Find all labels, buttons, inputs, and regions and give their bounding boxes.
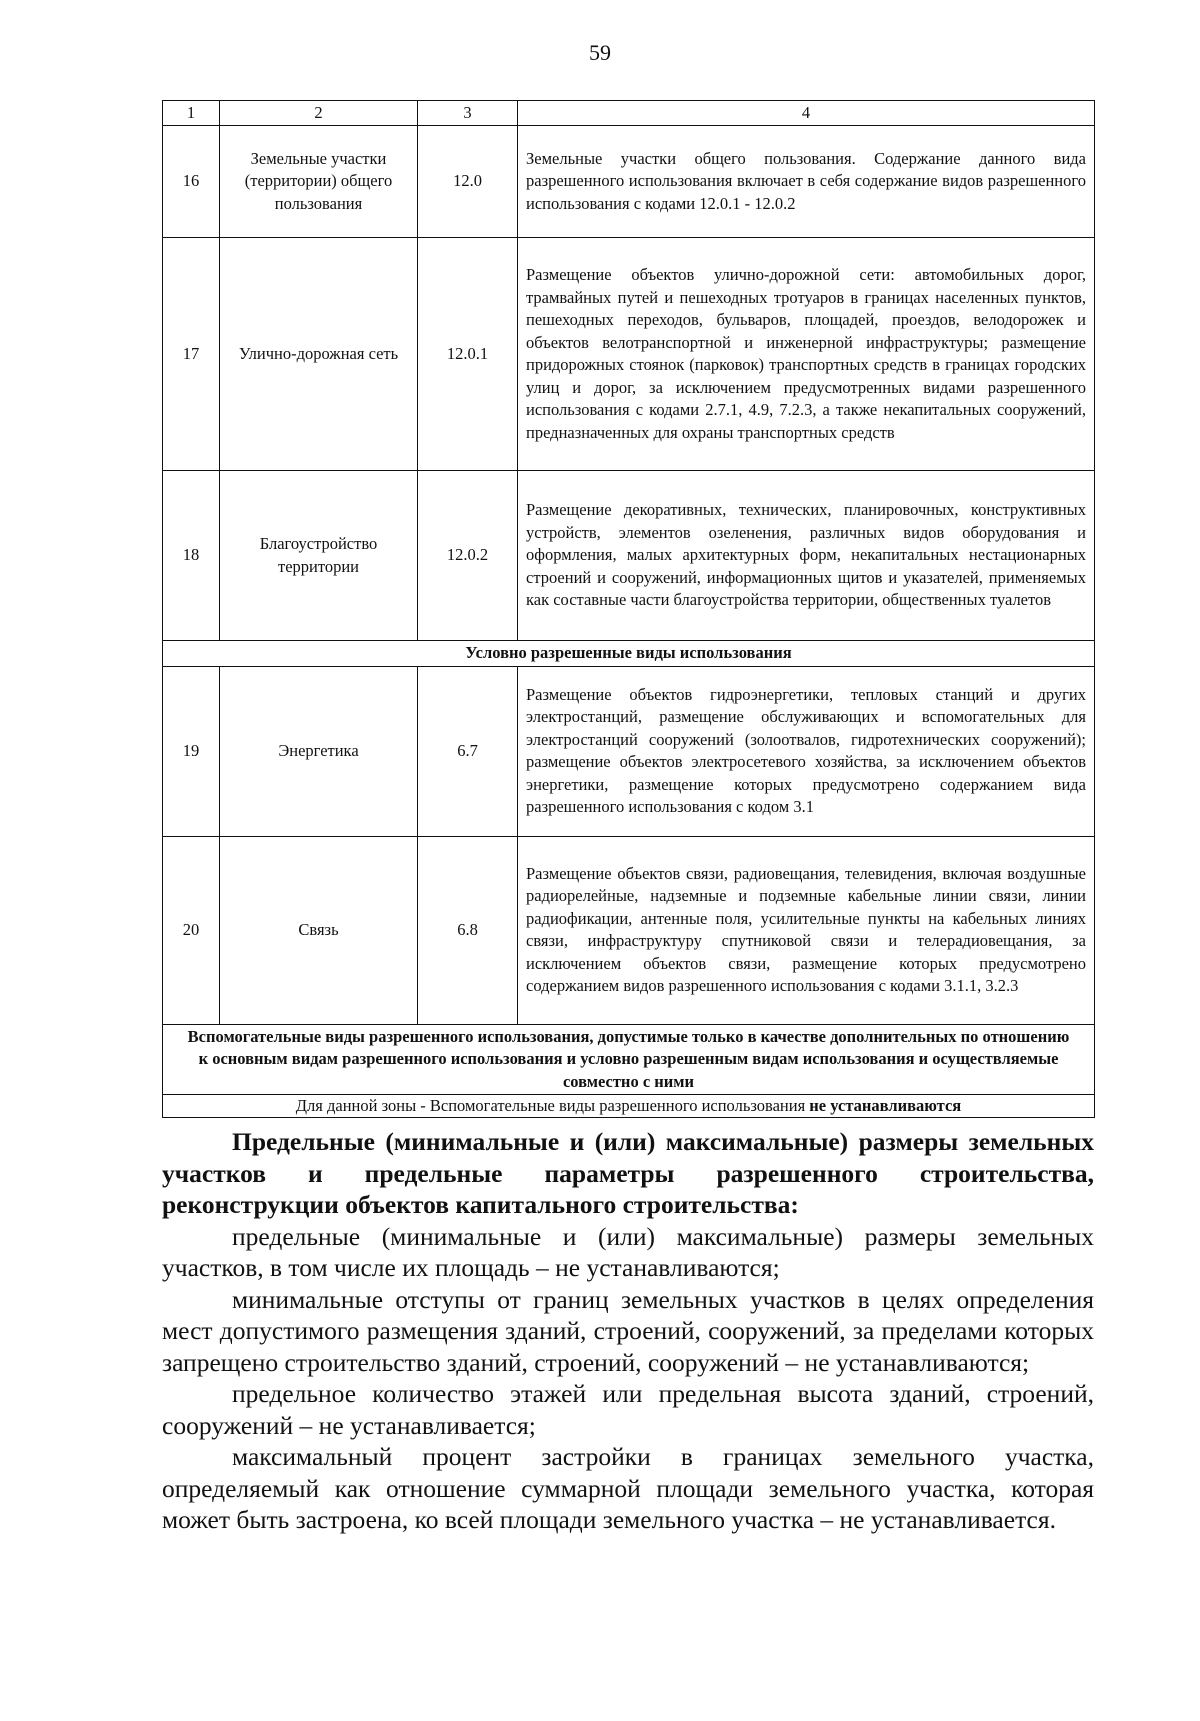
use-type-name: Связь (220, 836, 418, 1024)
building-parameters-section (162, 1126, 1094, 1536)
column-header-4: 4 (518, 101, 1095, 126)
land-use-table (162, 100, 1095, 1118)
table-row (163, 471, 1095, 641)
auxiliary-uses-heading: Вспомогательные виды разрешенного использования, допустимые только в качестве дополнительных по отношению к основным видам разрешенного использования и условно разрешенным видам использования и осуществляемые совместно с ними (163, 1024, 1095, 1095)
page-number: 59 (589, 40, 611, 65)
use-type-code: 12.0.1 (418, 238, 518, 471)
use-type-code: 6.8 (418, 836, 518, 1024)
use-type-name: Земельные участки (территории) общего пользования (220, 126, 418, 238)
use-type-name: Благоустройство территории (220, 471, 418, 641)
use-type-code: 6.7 (418, 666, 518, 836)
parameter-paragraph: предельное количество этажей или предельная высота зданий, строений, сооружений – не устанавливается; (162, 1379, 1094, 1440)
table-row (163, 238, 1095, 471)
use-type-code: 12.0 (418, 126, 518, 238)
auxiliary-note-bold: не устанавливаются (809, 1096, 962, 1115)
row-number: 18 (163, 471, 220, 641)
table-header-row (163, 101, 1095, 126)
parameter-paragraph: максимальный процент застройки в границах земельного участка, определяемый как отношение суммарной площади земельного участка, которая может быть застроена, ко всей площади земельного участка – не устанавливается. (162, 1442, 1094, 1534)
auxiliary-note (163, 1095, 1095, 1118)
auxiliary-note-row (163, 1095, 1095, 1118)
row-number: 16 (163, 126, 220, 238)
section-heading-row (163, 1024, 1095, 1095)
auxiliary-note-prefix: Для данной зоны - Вспомогательные виды разрешенного использования (295, 1096, 810, 1115)
use-type-name: Улично-дорожная сеть (220, 238, 418, 471)
use-type-code: 12.0.2 (418, 471, 518, 641)
section-heading-row (163, 641, 1095, 667)
table-row (163, 836, 1095, 1024)
use-type-description: Земельные участки общего пользования. Содержание данного вида разрешенного использования включает в себя содержание видов разрешенного использования с кодами 12.0.1 - 12.0.2 (518, 126, 1095, 238)
use-type-description: Размещение декоративных, технических, планировочных, конструктивных устройств, элементов озеленения, различных видов оборудования и оформления, малых архитектурных форм, некапитальных нестационарных строений и сооружений, информационных щитов и указателей, применяемых как составные части благоустройства территории, общественных туалетов (518, 471, 1095, 641)
use-type-description: Размещение объектов связи, радиовещания, телевидения, включая воздушные радиорелейные, надземные и подземные кабельные линии связи, линии радиофикации, антенные поля, усилительные пункты на кабельных линиях связи, инфраструктуру спутниковой связи и телерадиовещания, за исключением объектов связи, размещение которых предусмотрено содержанием видов разрешенного использования с кодами 3.1.1, 3.2.3 (518, 836, 1095, 1024)
column-header-3: 3 (418, 101, 518, 126)
table-row (163, 126, 1095, 238)
use-type-description: Размещение объектов улично-дорожной сети: автомобильных дорог, трамвайных путей и пешеходных тротуаров в границах населенных пунктов, пешеходных переходов, бульваров, площадей, проездов, велодорожек и объектов велотранспортной и инженерной инфраструктуры; размещение придорожных стоянок (парковок) транспортных средств в границах городских улиц и дорог, за исключением предусмотренных видами разрешенного использования с кодами 2.7.1, 4.9, 7.2.3, а также некапитальных сооружений, предназначенных для охраны транспортных средств (518, 238, 1095, 471)
table-row (163, 666, 1095, 836)
parameter-paragraph: минимальные отступы от границ земельных участков в целях определения мест допустимого размещения зданий, строений, сооружений, за пределами которых запрещено строительство зданий, строений, сооружений – не устанавливаются; (162, 1284, 1094, 1377)
use-type-name: Энергетика (220, 666, 418, 836)
conditional-uses-heading: Условно разрешенные виды использования (163, 641, 1095, 667)
row-number: 20 (163, 836, 220, 1024)
parameters-title: Предельные (минимальные и (или) максимальные) размеры земельных участков и предельные параметры разрешенного строительства, реконструкции объектов капитального строительства: (162, 1127, 1094, 1219)
column-header-2: 2 (220, 101, 418, 126)
use-type-description: Размещение объектов гидроэнергетики, тепловых станций и других электростанций, размещение обслуживающих и вспомогательных для электростанций сооружений (золоотвалов, гидротехнических сооружений); размещение объектов электросетевого хозяйства, за исключением объектов энергетики, размещение которых предусмотрено содержанием вида разрешенного использования с кодом 3.1 (518, 666, 1095, 836)
parameter-paragraph: предельные (минимальные и (или) максимальные) размеры земельных участков, в том числе их площадь – не устанавливаются; (162, 1221, 1094, 1282)
row-number: 19 (163, 666, 220, 836)
column-header-1: 1 (163, 101, 220, 126)
row-number: 17 (163, 238, 220, 471)
